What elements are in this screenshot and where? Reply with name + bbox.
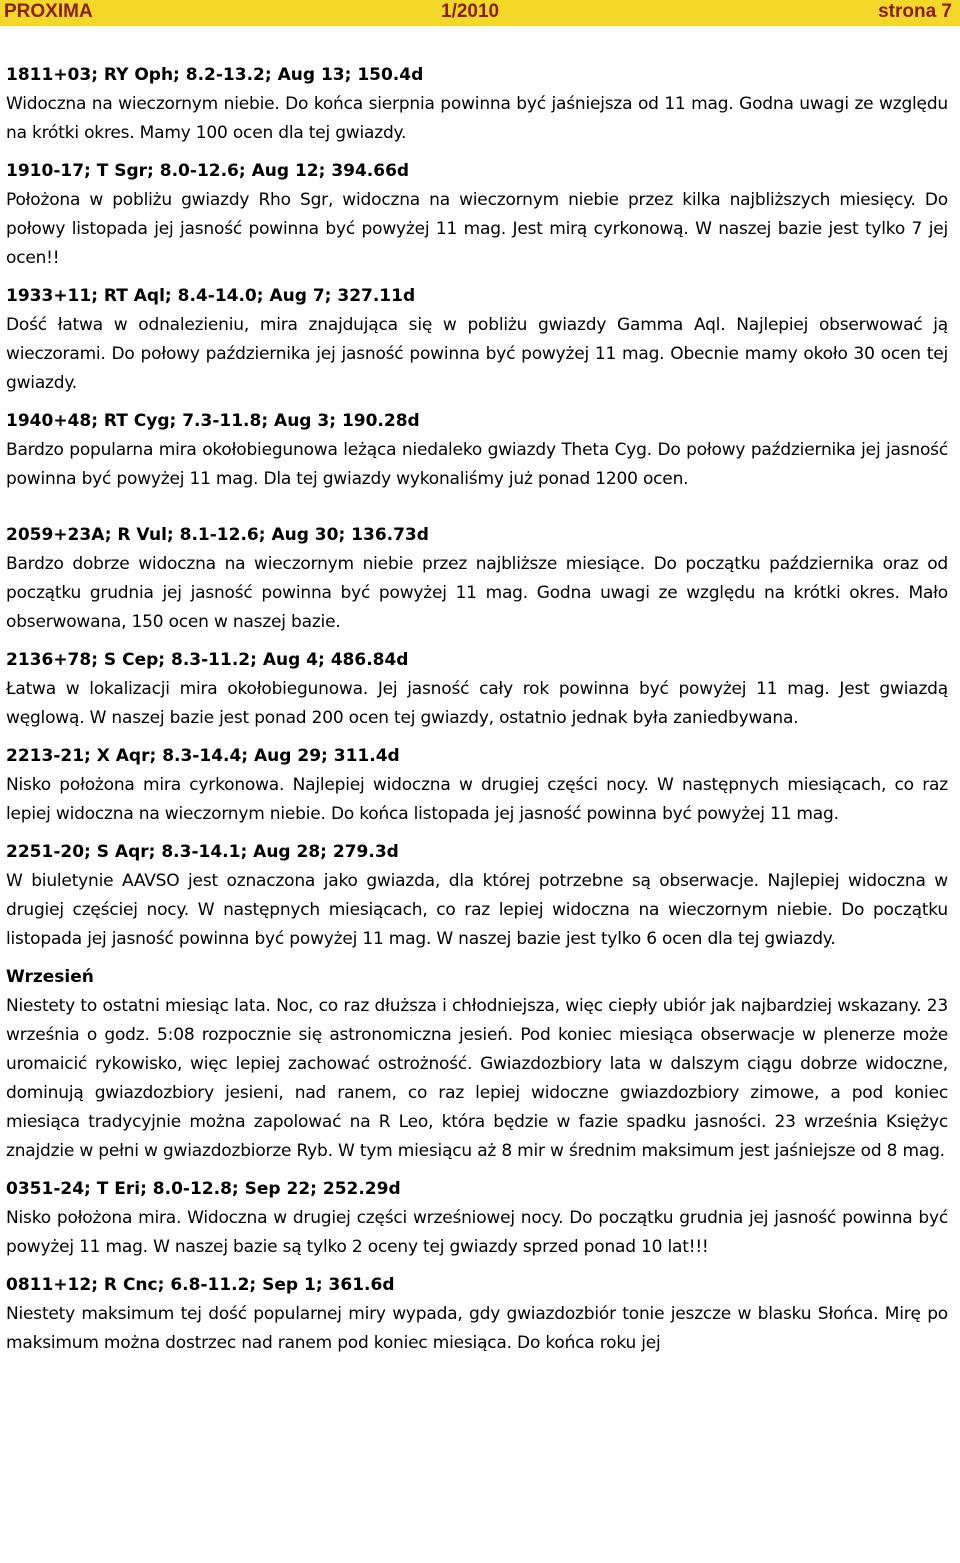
star-entry <box>6 282 948 398</box>
issue-number: 1/2010 <box>441 1 500 22</box>
month-section <box>6 963 948 1166</box>
section-text: Niestety to ostatni miesiąc lata. Noc, co raz dłuższa i chłodniejsza, więc ciepły ubiór jak najbardziej wskazany. 23 września o godz. 5:08 rozpocznie się astronomiczna jesień. Pod koniec miesiąca obserwacje w plenerze może uromaicić rykowisko, więc lepiej zachować ostrożność. Gwiazdozbiory lata w dalszym ciągu dobrze widoczne, dominują gwiazdozbiory jesieni, nad ranem, co raz lepiej widoczne gwiazdozbiory zimowe, a pod koniec miesiąca tradycyjnie można zapolować na R Leo, która będzie w fazie spadku jasności. 23 września Księżyc znajdzie w pełni w gwiazdozbiorze Ryb. W tym miesiącu aż 8 mir w średnim maksimum jest jaśniejsze od 8 mag. <box>6 996 948 1161</box>
entry-title: 2059+23A; R Vul; 8.1-12.6; Aug 30; 136.73d <box>6 525 429 545</box>
entry-title: 0811+12; R Cnc; 6.8-11.2; Sep 1; 361.6d <box>6 1275 395 1295</box>
magazine-title: PROXIMA <box>4 1 93 22</box>
star-entry <box>6 1175 948 1262</box>
entry-title: 1940+48; RT Cyg; 7.3-11.8; Aug 3; 190.28d <box>6 411 420 431</box>
entry-text: Łatwa w lokalizacji mira okołobiegunowa. Jej jasność cały rok powinna być powyżej 11 mag. Jest gwiazdą węglową. W naszej bazie jest ponad 200 ocen tej gwiazdy, ostatnio jednak była zaniedbywana. <box>6 679 948 728</box>
entry-text: Dość łatwa w odnalezieniu, mira znajdująca się w pobliżu gwiazdy Gamma Aql. Najlepiej obserwować ją wieczorami. Do połowy października jej jasność powinna być powyżej 11 mag. Obecnie mamy około 30 ocen tej gwiazdy. <box>6 315 948 393</box>
entry-title: 2136+78; S Cep; 8.3-11.2; Aug 4; 486.84d <box>6 650 409 670</box>
star-entry <box>6 1271 948 1358</box>
entry-title: 1910-17; T Sgr; 8.0-12.6; Aug 12; 394.66d <box>6 161 410 181</box>
star-entry <box>6 157 948 273</box>
entry-text: Widoczna na wieczornym niebie. Do końca sierpnia powinna być jaśniejsza od 11 mag. Godna uwagi ze względu na krótki okres. Mamy 100 ocen dla tej gwiazdy. <box>6 94 948 143</box>
page-number: strona 7 <box>878 1 952 22</box>
page-header <box>0 0 960 26</box>
entry-text: Nisko położona mira cyrkonowa. Najlepiej widoczna w drugiej części nocy. W następnych miesiącach, co raz lepiej widoczna na wieczornym niebie. Do końca listopada jej jasność powinna być powyżej 11 mag. <box>6 775 948 824</box>
entry-title: 1933+11; RT Aql; 8.4-14.0; Aug 7; 327.11d <box>6 286 416 306</box>
entry-title: 2213-21; X Aqr; 8.3-14.4; Aug 29; 311.4d <box>6 746 400 766</box>
entry-text: Bardzo popularna mira okołobiegunowa leżąca niedaleko gwiazdy Theta Cyg. Do połowy października jej jasność powinna być powyżej 11 mag. Dla tej gwiazdy wykonaliśmy już ponad 1200 ocen. <box>6 440 948 489</box>
entry-text: Nisko położona mira. Widoczna w drugiej części wrześniowej nocy. Do początku grudnia jej jasność powinna być powyżej 11 mag. W naszej bazie są tylko 2 oceny tej gwiazdy sprzed ponad 10 lat!!! <box>6 1208 948 1257</box>
star-entry <box>6 742 948 829</box>
entry-text: Położona w pobliżu gwiazdy Rho Sgr, widoczna na wieczornym niebie przez kilka najbliższych miesięcy. Do połowy listopada jej jasność powinna być powyżej 11 mag. Jest mirą cyrkonową. W naszej bazie jest tylko 7 jej ocen!! <box>6 190 948 268</box>
star-entry <box>6 407 948 494</box>
star-entry <box>6 646 948 733</box>
star-entry <box>6 61 948 148</box>
entry-title: 1811+03; RY Oph; 8.2-13.2; Aug 13; 150.4d <box>6 65 424 85</box>
entry-text: Bardzo dobrze widoczna na wieczornym niebie przez najbliższe miesiące. Do początku października oraz od początku grudnia jej jasność powinna być powyżej 11 mag. Godna uwagi ze względu na krótki okres. Mało obserwowana, 150 ocen w naszej bazie. <box>6 554 948 632</box>
entry-title: 0351-24; T Eri; 8.0-12.8; Sep 22; 252.29d <box>6 1179 401 1199</box>
star-entry <box>6 521 948 637</box>
entry-text: W biuletynie AAVSO jest oznaczona jako gwiazda, dla której potrzebne są obserwacje. Najlepiej widoczna w drugiej częściej nocy. W następnych miesiącach, co raz lepiej widoczna na wieczornym niebie. Do początku listopada jej jasność powinna być powyżej 11 mag. W naszej bazie jest tylko 6 ocen dla tej gwiazdy. <box>6 871 948 949</box>
section-heading: Wrzesień <box>6 967 94 987</box>
entry-text: Niestety maksimum tej dość popularnej miry wypada, gdy gwiazdozbiór tonie jeszcze w blasku Słońca. Mirę po maksimum można dostrzec nad ranem pod koniec miesiąca. Do końca roku jej <box>6 1304 948 1353</box>
star-entry <box>6 838 948 954</box>
article-body <box>6 61 948 1358</box>
entry-title: 2251-20; S Aqr; 8.3-14.1; Aug 28; 279.3d <box>6 842 399 862</box>
